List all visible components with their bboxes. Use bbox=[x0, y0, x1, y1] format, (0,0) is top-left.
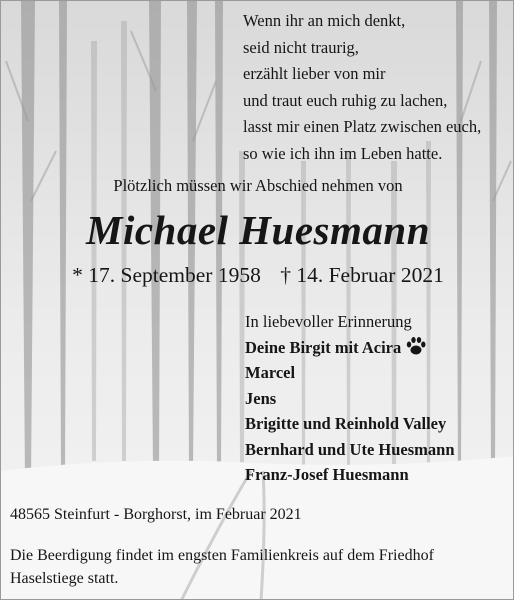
birth-date: * 17. September 1958 bbox=[72, 263, 261, 287]
mourner-name: Franz-Josef Huesmann bbox=[245, 465, 409, 484]
poem-line: und traut euch ruhig zu lachen, bbox=[243, 90, 448, 110]
poem bbox=[243, 8, 481, 167]
poem-line: so wie ich ihn im Leben hatte. bbox=[243, 143, 443, 163]
poem-line: erzählt lieber von mir bbox=[243, 64, 386, 83]
deceased-name: Michael Huesmann bbox=[85, 207, 431, 253]
paw-print-icon bbox=[405, 336, 427, 356]
mourner-name bbox=[245, 335, 455, 361]
mourners-list bbox=[245, 309, 455, 488]
place-date: 48565 Steinfurt - Borghorst, im Februar 2021 bbox=[10, 506, 302, 523]
life-dates bbox=[1, 263, 514, 288]
funeral-note: Die Beerdigung findet im engsten Familienkreis auf dem Friedhof Haselstiege statt. bbox=[10, 547, 434, 587]
mourner-name-text: Deine Birgit mit Acira bbox=[245, 337, 402, 357]
mourner-name: Brigitte und Reinhold Valley bbox=[245, 414, 447, 433]
mourner-name: Jens bbox=[245, 388, 277, 408]
mourner-name: Marcel bbox=[245, 363, 296, 382]
mourners-heading: In liebevoller Erinnerung bbox=[245, 312, 412, 331]
poem-line: seid nicht traurig, bbox=[243, 37, 359, 57]
poem-line: Wenn ihr an mich denkt, bbox=[243, 11, 406, 30]
death-date: † 14. Februar 2021 bbox=[280, 263, 444, 287]
mourner-name: Bernhard und Ute Huesmann bbox=[245, 439, 455, 459]
poem-line: lasst mir einen Platz zwischen euch, bbox=[243, 117, 482, 136]
intro-text: Plötzlich müssen wir Abschied nehmen von bbox=[113, 176, 403, 195]
